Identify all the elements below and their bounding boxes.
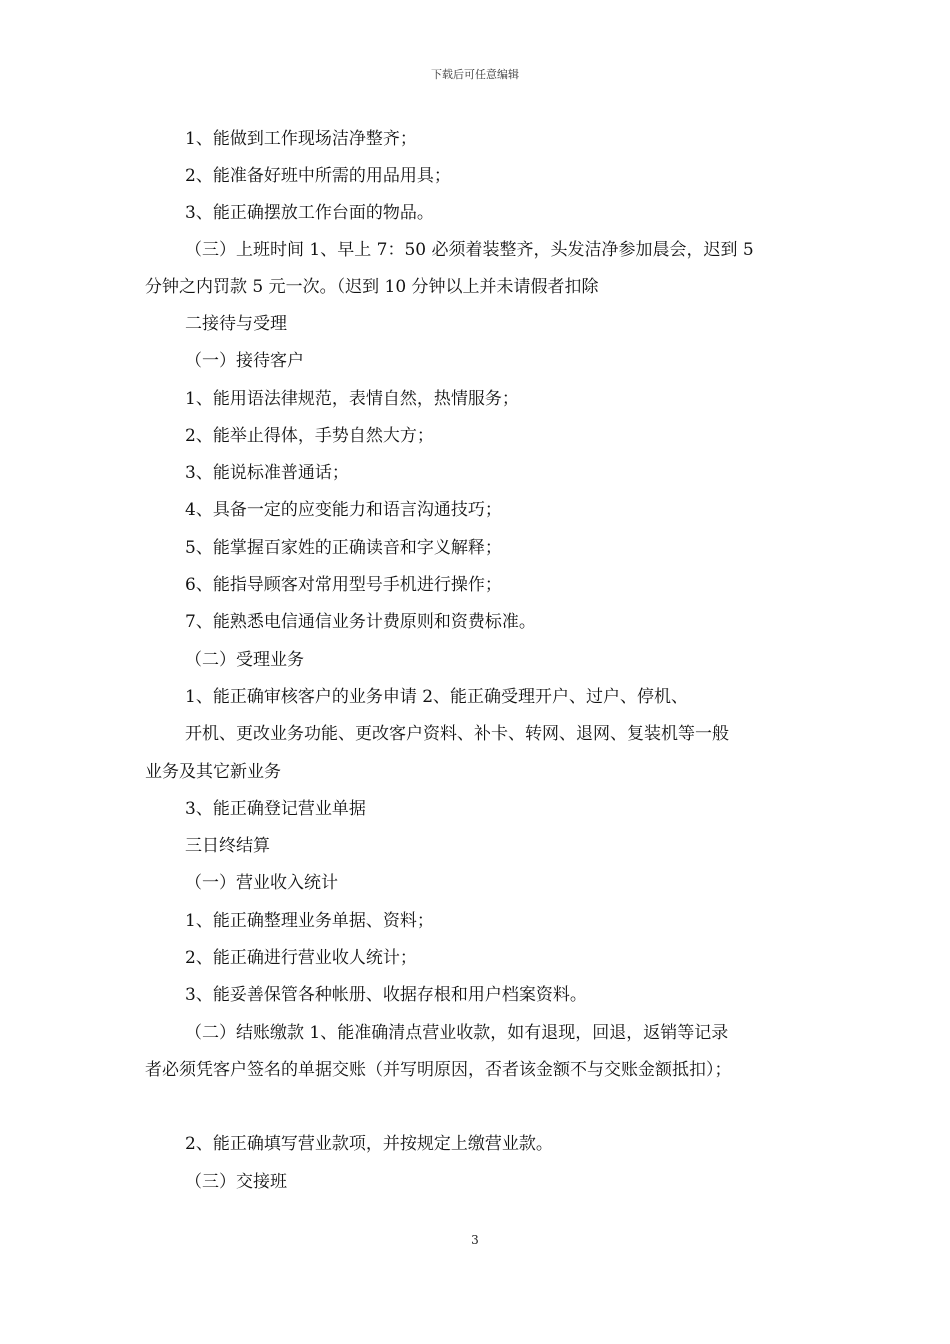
subsection-heading: （二）受理业务 xyxy=(185,650,304,670)
page-header: 下载后可任意编辑 xyxy=(431,68,519,81)
body-line: 2、能举止得体，手势自然大方； xyxy=(185,426,434,446)
body-line: 者必须凭客户签名的单据交账（并写明原因，否者该金额不与交账金额抵扣）； xyxy=(145,1060,732,1080)
page-number: 3 xyxy=(471,1233,479,1247)
section-heading: 三日终结算 xyxy=(185,836,270,856)
body-line: 1、能正确整理业务单据、资料； xyxy=(185,911,434,931)
body-line: 分钟之内罚款 5 元一次。（迟到 10 分钟以上并未请假者扣除 xyxy=(145,277,599,297)
body-line: 1、能正确审核客户的业务申请 2、能正确受理开户、过户、停机、 xyxy=(185,687,689,707)
body-line: 1、能做到工作现场洁净整齐； xyxy=(185,129,417,149)
body-line: 4、具备一定的应变能力和语言沟通技巧； xyxy=(185,500,502,520)
body-line: 3、能正确摆放工作台面的物品。 xyxy=(185,203,434,223)
body-line: 2、能准备好班中所需的用品用具； xyxy=(185,166,451,186)
body-line: 开机、更改业务功能、更改客户资料、补卡、转网、退网、复装机等一般 xyxy=(185,724,729,744)
body-line: （三）上班时间 1、早上 7：50 必须着装整齐，头发洁净参加晨会，迟到 5 xyxy=(185,240,754,260)
body-line: 2、能正确进行营业收人统计； xyxy=(185,948,417,968)
body-line: 3、能说标准普通话； xyxy=(185,463,349,483)
body-line: 7、能熟悉电信通信业务计费原则和资费标准。 xyxy=(185,612,536,632)
body-line: 业务及其它新业务 xyxy=(145,762,281,782)
body-line: （二）结账缴款 1、能准确清点营业收款，如有退现，回退，返销等记录 xyxy=(185,1023,729,1043)
subsection-heading: （一）营业收入统计 xyxy=(185,873,338,893)
body-line: 1、能用语法律规范，表情自然，热情服务； xyxy=(185,389,519,409)
subsection-heading: （一）接待客户 xyxy=(185,351,304,371)
subsection-heading: （三）交接班 xyxy=(185,1172,287,1192)
body-line: 2、能正确填写营业款项，并按规定上缴营业款。 xyxy=(185,1134,553,1154)
body-line: 3、能正确登记营业单据 xyxy=(185,799,366,819)
body-line: 5、能掌握百家姓的正确读音和字义解释； xyxy=(185,538,502,558)
body-line: 6、能指导顾客对常用型号手机进行操作； xyxy=(185,575,502,595)
body-line: 3、能妥善保管各种帐册、收据存根和用户档案资料。 xyxy=(185,985,587,1005)
section-heading: 二接待与受理 xyxy=(185,314,287,334)
